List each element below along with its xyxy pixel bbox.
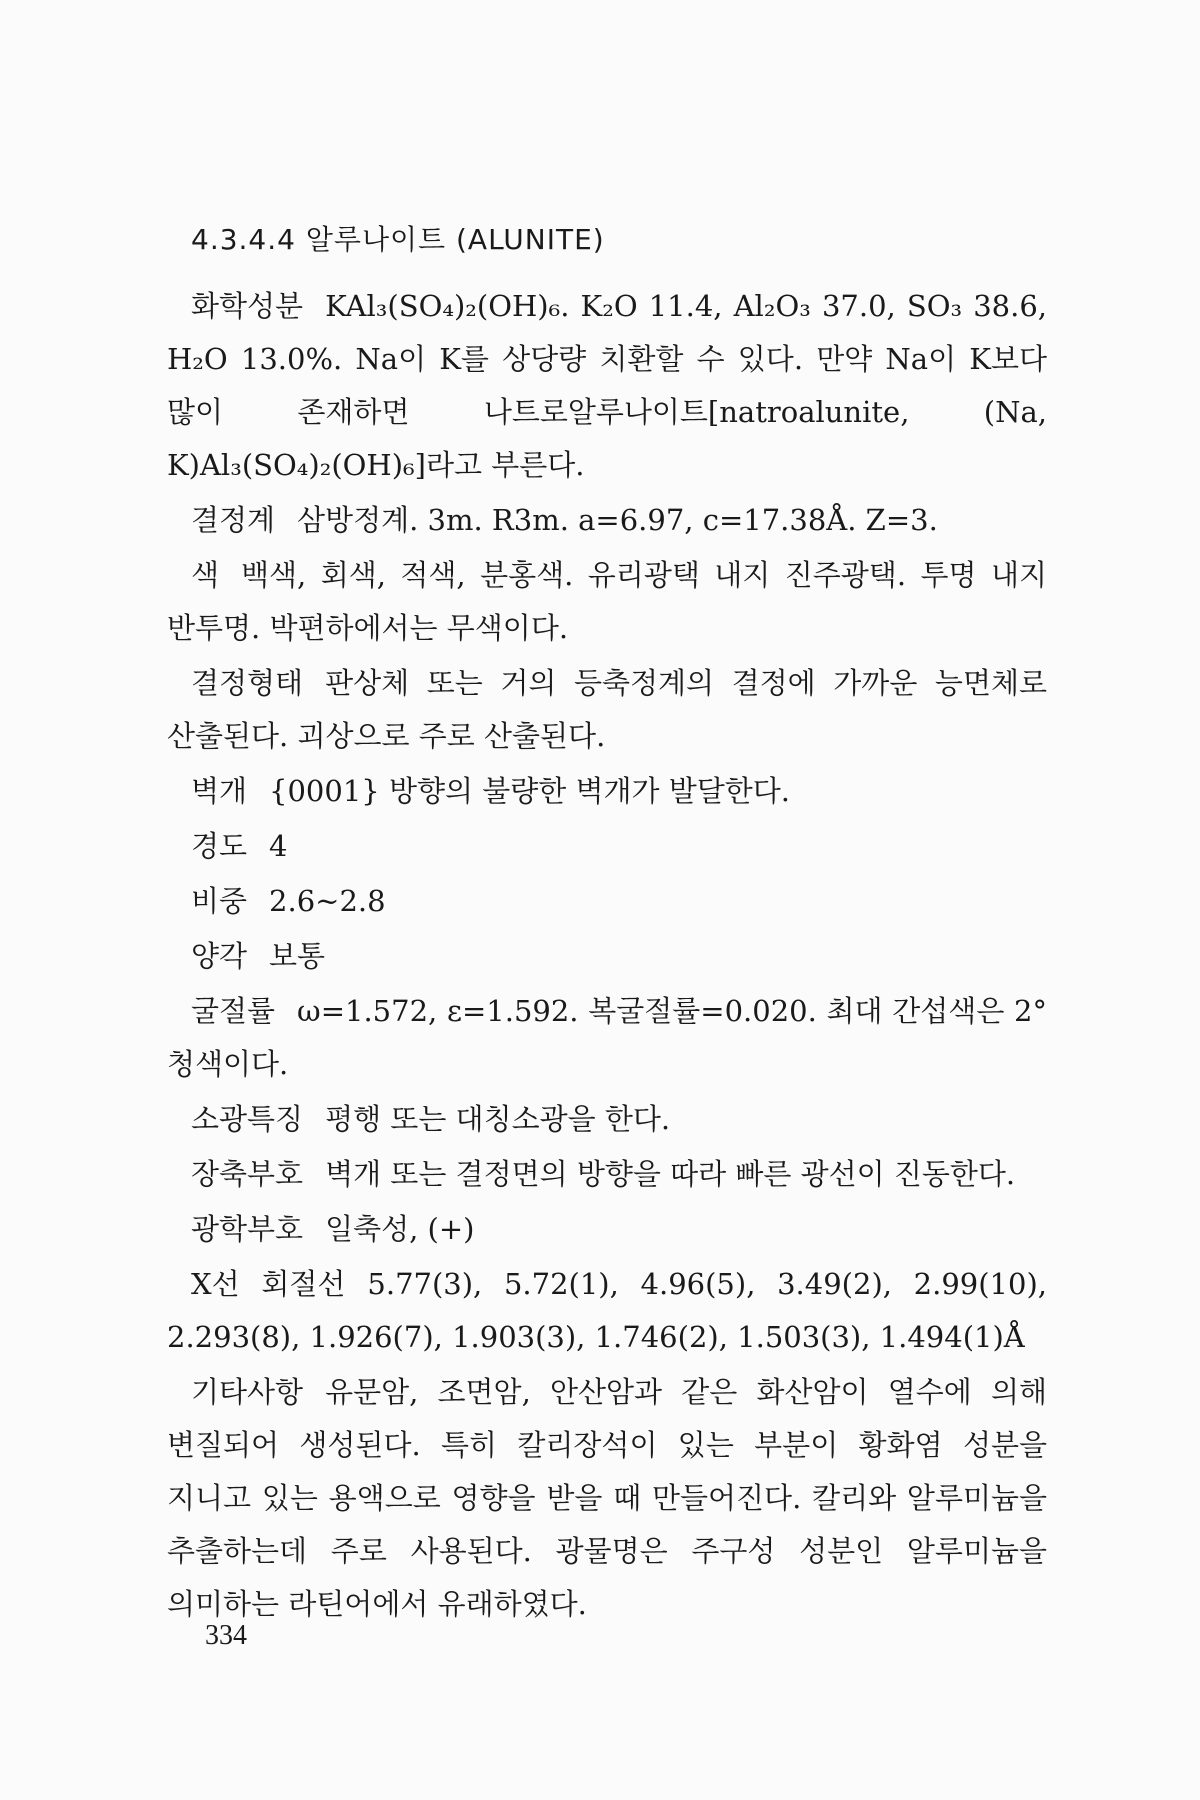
- label: 굴절률: [191, 994, 276, 1028]
- label: X선 회절선: [191, 1267, 346, 1301]
- page-content: [167, 218, 1047, 1633]
- paragraph-refractive-index: [167, 985, 1047, 1091]
- paragraph-hardness: [167, 820, 1047, 873]
- paragraph-specific-gravity: [167, 875, 1047, 928]
- paragraph-text: {0001} 방향의 불량한 벽개가 발달한다.: [269, 774, 791, 808]
- paragraph-text: 평행 또는 대칭소광을 한다.: [325, 1102, 671, 1136]
- paragraph-crystal-habit: [167, 657, 1047, 763]
- paragraph-text: 5.77(3), 5.72(1), 4.96(5), 3.49(2), 2.99(10), 2.293(8), 1.926(7), 1.903(3), 1.746(2), 1.503(3), 1.494(1)Å: [167, 1267, 1047, 1354]
- label: 경도: [191, 829, 248, 863]
- paragraph-text: 보통: [269, 939, 326, 973]
- paragraph-relief: [167, 930, 1047, 983]
- paragraph-text: 삼방정계. 3m. R3m. a=6.97, c=17.38Å. Z=3.: [297, 503, 938, 537]
- paragraph-text: 4: [269, 829, 288, 863]
- paragraph-extinction: [167, 1093, 1047, 1146]
- paragraph-sign-of-elongation: [167, 1148, 1047, 1201]
- paragraph-text: 판상체 또는 거의 등축정계의 결정에 가까운 능면체로 산출된다. 괴상으로 주로 산출된다.: [167, 666, 1047, 753]
- label: 벽개: [191, 774, 248, 808]
- label: 장축부호: [191, 1157, 304, 1191]
- paragraph-xray-lines: [167, 1258, 1047, 1364]
- paragraph-text: 일축성, (+): [325, 1212, 475, 1246]
- paragraph-text: 2.6~2.8: [269, 884, 386, 918]
- paragraph-text: ω=1.572, ε=1.592. 복굴절률=0.020. 최대 간섭색은 2° 청색이다.: [167, 994, 1047, 1081]
- label: 결정형태: [191, 666, 304, 700]
- paragraph-crystal-system: [167, 494, 1047, 547]
- paragraph-text: 벽개 또는 결정면의 방향을 따라 빠른 광선이 진동한다.: [325, 1157, 1016, 1191]
- label: 기타사항: [191, 1375, 304, 1409]
- paragraph-color: [167, 549, 1047, 655]
- paragraph-text: 유문암, 조면암, 안산암과 같은 화산암이 열수에 의해 변질되어 생성된다. 특히 칼리장석이 있는 부분이 황화염 성분을 지니고 있는 용액으로 영향을 받을 때 만들어진다. 칼리와 알루미늄을 추출하는데 주로 사용된다. 광물명은 주구성 성분인 알루미늄을 의미하는 라틴어에서 유래하였다.: [167, 1375, 1047, 1621]
- paragraph-other-notes: [167, 1366, 1047, 1631]
- label: 화학성분: [191, 289, 304, 323]
- label: 색: [191, 558, 220, 592]
- label: 비중: [191, 884, 248, 918]
- label: 양각: [191, 939, 248, 973]
- label: 광학부호: [191, 1212, 304, 1246]
- label: 결정계: [191, 503, 276, 537]
- section-title: 4.3.4.4 알루나이트 (ALUNITE): [191, 223, 605, 256]
- paragraph-optic-sign: [167, 1203, 1047, 1256]
- paragraph-text: 백색, 회색, 적색, 분홍색. 유리광택 내지 진주광택. 투명 내지 반투명. 박편하에서는 무색이다.: [167, 558, 1047, 645]
- paragraph-chemical-composition: [167, 280, 1047, 492]
- paragraph-text: KAl₃(SO₄)₂(OH)₆. K₂O 11.4, Al₂O₃ 37.0, SO₃ 38.6, H₂O 13.0%. Na이 K를 상당량 치환할 수 있다. 만약 Na이 K보다 많이 존재하면 나트로알루나이트[natroalunite, (Na, K)Al₃(SO₄)₂(OH)₆]라고 부른다.: [167, 289, 1047, 482]
- page-number: 334: [205, 1620, 247, 1651]
- paragraph-cleavage: [167, 765, 1047, 818]
- label: 소광특징: [191, 1102, 304, 1136]
